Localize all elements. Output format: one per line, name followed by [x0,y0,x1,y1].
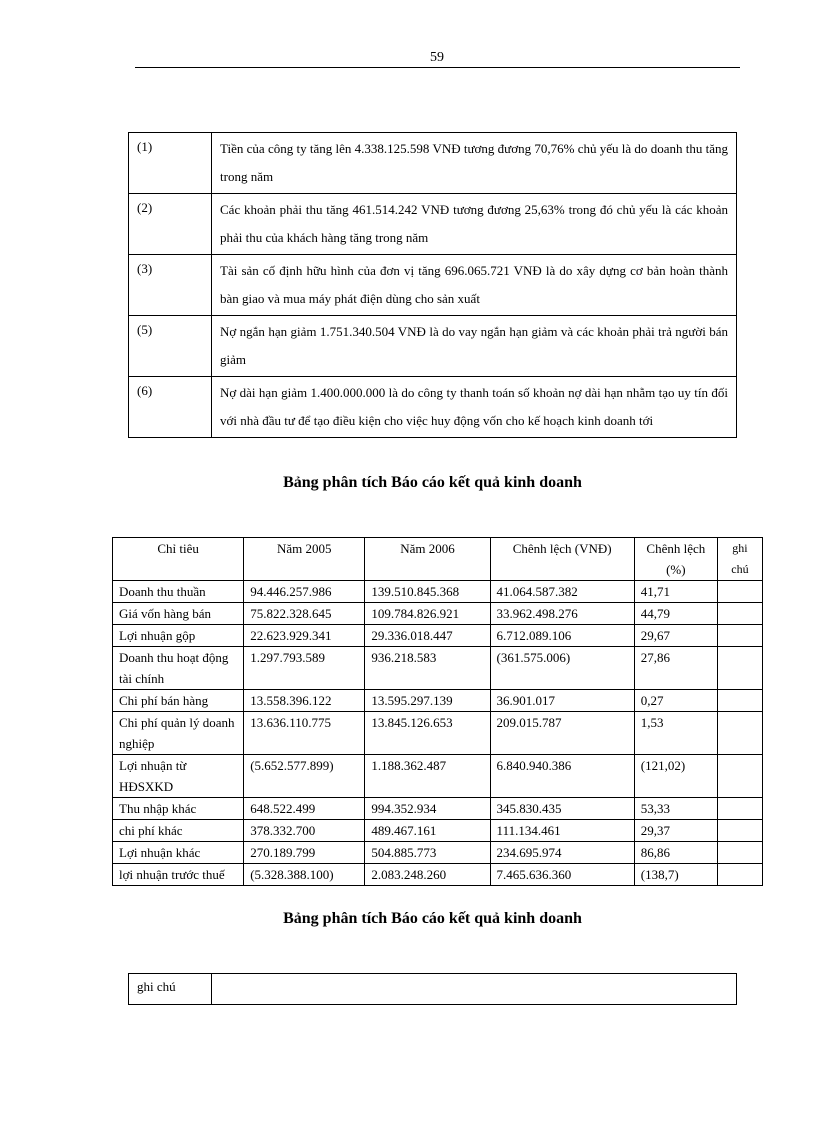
cell-difference-vnd: 209.015.787 [490,712,634,755]
cell-note [717,603,762,625]
table-row [113,712,763,755]
table-row [113,690,763,712]
cell-indicator: Lợi nhuận khác [113,842,244,864]
notes-table [128,132,737,438]
cell-note [717,581,762,603]
cell-difference-percent: 29,67 [634,625,717,647]
cell-year-2005: (5.652.577.899) [244,755,365,798]
cell-indicator: Thu nhập khác [113,798,244,820]
cell-year-2006: 2.083.248.260 [365,864,490,886]
note-code: (1) [129,133,212,194]
note-text: Các khoản phải thu tăng 461.514.242 VNĐ tương đương 25,63% trong đó chủ yếu là các khoản phải thu của khách hàng tăng trong năm [212,194,737,255]
cell-year-2006: 1.188.362.487 [365,755,490,798]
cell-difference-percent: 44,79 [634,603,717,625]
cell-note [717,842,762,864]
cell-year-2006: 139.510.845.368 [365,581,490,603]
cell-difference-vnd: 234.695.974 [490,842,634,864]
income-analysis-table [112,537,763,886]
note-code: (2) [129,194,212,255]
header-rule [135,67,740,68]
cell-indicator: Doanh thu hoạt động tài chính [113,647,244,690]
cell-note [717,864,762,886]
cell-indicator: Doanh thu thuần [113,581,244,603]
note-text: Nợ dài hạn giảm 1.400.000.000 là do công ty thanh toán số khoản nợ dài hạn nhằm tạo uy tín đối với nhà đầu tư để tạo điều kiện cho việc huy động vốn cho kế hoạch kinh doanh tới [212,377,737,438]
note-text: Tài sản cố định hữu hình của đơn vị tăng 696.065.721 VNĐ là do xây dựng cơ bản hoàn thành bàn giao và mua máy phát điện dùng cho sản xuất [212,255,737,316]
cell-indicator: chi phí khác [113,820,244,842]
page-number: 59 [430,50,444,65]
section-title-repeat: Bảng phân tích Báo cáo kết quả kinh doanh [283,910,582,927]
cell-year-2005: 94.446.257.986 [244,581,365,603]
cell-year-2006: 489.467.161 [365,820,490,842]
cell-difference-vnd: 111.134.461 [490,820,634,842]
cell-year-2005: 75.822.328.645 [244,603,365,625]
table-row [113,798,763,820]
cell-indicator: Chi phí bán hàng [113,690,244,712]
cell-note [717,690,762,712]
cell-year-2005: 13.558.396.122 [244,690,365,712]
cell-difference-percent: 1,53 [634,712,717,755]
note-code: (6) [129,377,212,438]
section-title: Bảng phân tích Báo cáo kết quả kinh doanh [283,474,582,491]
cell-difference-percent: 41,71 [634,581,717,603]
cell-year-2006: 13.595.297.139 [365,690,490,712]
cell-difference-vnd: 41.064.587.382 [490,581,634,603]
remark-label: ghi chú [129,974,212,1005]
cell-difference-vnd: 6.712.089.106 [490,625,634,647]
cell-difference-vnd: 6.840.940.386 [490,755,634,798]
cell-indicator: Lợi nhuận từ HĐSXKD [113,755,244,798]
cell-difference-percent: (121,02) [634,755,717,798]
cell-indicator: lợi nhuận trước thuế [113,864,244,886]
table-row [113,864,763,886]
cell-year-2006: 936.218.583 [365,647,490,690]
cell-year-2005: 1.297.793.589 [244,647,365,690]
table-row [113,820,763,842]
remark-value [212,974,737,1005]
cell-difference-percent: 86,86 [634,842,717,864]
header-difference-vnd: Chênh lệch (VNĐ) [490,538,634,581]
remark-row [129,974,737,1005]
cell-difference-percent: 53,33 [634,798,717,820]
note-row [129,255,737,316]
header-difference-percent: Chênh lệch (%) [634,538,717,581]
header-year-2006: Năm 2006 [365,538,490,581]
note-code: (3) [129,255,212,316]
cell-difference-percent: 0,27 [634,690,717,712]
cell-difference-vnd: 36.901.017 [490,690,634,712]
cell-note [717,625,762,647]
table-row [113,603,763,625]
cell-difference-vnd: 345.830.435 [490,798,634,820]
table-header-row [113,538,763,581]
note-row [129,377,737,438]
table-row [113,581,763,603]
cell-year-2005: 22.623.929.341 [244,625,365,647]
cell-indicator: Chi phí quản lý doanh nghiệp [113,712,244,755]
cell-indicator: Giá vốn hàng bán [113,603,244,625]
note-row [129,133,737,194]
cell-year-2005: 378.332.700 [244,820,365,842]
note-row [129,316,737,377]
cell-year-2005: 648.522.499 [244,798,365,820]
cell-note [717,712,762,755]
cell-difference-vnd: 33.962.498.276 [490,603,634,625]
table-row [113,842,763,864]
header-year-2005: Năm 2005 [244,538,365,581]
cell-note [717,755,762,798]
cell-year-2005: 270.189.799 [244,842,365,864]
note-text: Tiền của công ty tăng lên 4.338.125.598 VNĐ tương đương 70,76% chủ yếu là do doanh thu tăng trong năm [212,133,737,194]
cell-difference-percent: 29,37 [634,820,717,842]
table-row [113,755,763,798]
header-indicator: Chỉ tiêu [113,538,244,581]
header-note: ghi chú [717,538,762,581]
cell-note [717,820,762,842]
cell-note [717,798,762,820]
note-code: (5) [129,316,212,377]
table-row [113,625,763,647]
cell-indicator: Lợi nhuận gộp [113,625,244,647]
cell-year-2006: 13.845.126.653 [365,712,490,755]
cell-year-2006: 504.885.773 [365,842,490,864]
cell-year-2006: 994.352.934 [365,798,490,820]
cell-difference-vnd: (361.575.006) [490,647,634,690]
cell-difference-percent: 27,86 [634,647,717,690]
note-row [129,194,737,255]
cell-year-2006: 109.784.826.921 [365,603,490,625]
table-row [113,647,763,690]
cell-year-2005: 13.636.110.775 [244,712,365,755]
cell-difference-percent: (138,7) [634,864,717,886]
cell-year-2006: 29.336.018.447 [365,625,490,647]
remark-table [128,973,737,1005]
note-text: Nợ ngắn hạn giảm 1.751.340.504 VNĐ là do vay ngắn hạn giảm và các khoản phải trả người bán giảm [212,316,737,377]
cell-note [717,647,762,690]
cell-year-2005: (5.328.388.100) [244,864,365,886]
cell-difference-vnd: 7.465.636.360 [490,864,634,886]
